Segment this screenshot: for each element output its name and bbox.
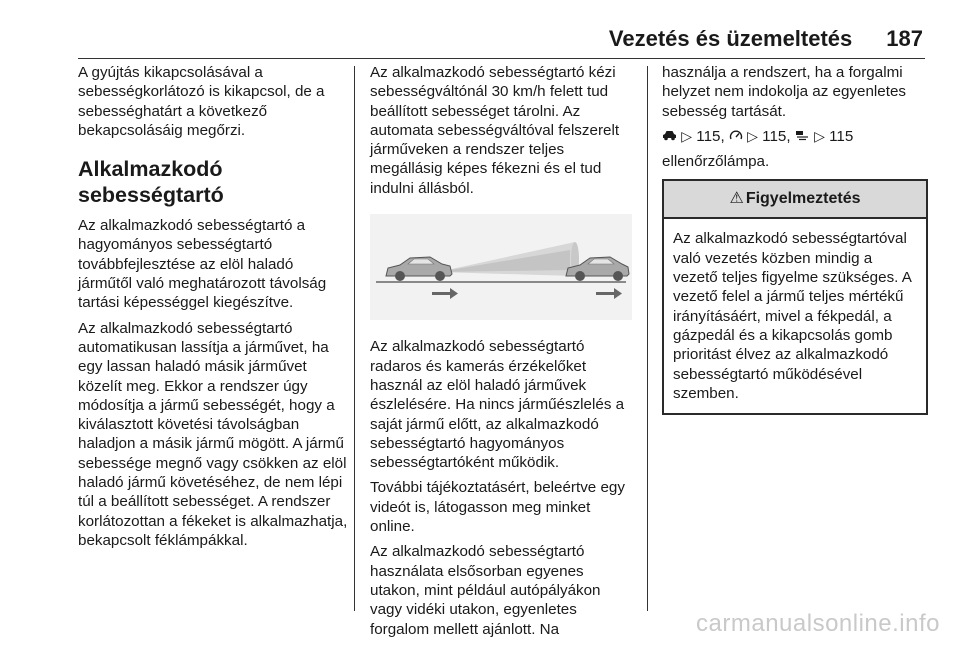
following-distance-icon [795,127,810,146]
warning-header [664,181,926,219]
paragraph: ellenőrzőlámpa. [662,153,770,171]
paragraph: használja a rendszert, ha a forgalmi helyzet nem indokolja az egyenletes sebesség tartását. [662,64,906,120]
watermark: carmanualsonline.info [696,610,940,637]
paragraph: Az alkalmazkodó sebességtartó használata elsősorban egyenes utakon, mint például autópályákon vagy vidéki utakon, egyenletes forgalom mellett ajánlott. Na [370,543,601,638]
page-number: 187 [886,26,923,51]
paragraph: A gyújtás kikapcsolásával a sebességkorlátozó is kikapcsol, de a sebességhatárt a következő bekapcsolásáig megőrzi. [78,64,325,139]
column-3 [662,63,928,415]
warning-triangle-icon: ⚠ [729,190,744,208]
page-reference[interactable]: 115 [829,127,854,145]
header-divider [78,58,925,59]
column-divider-2 [647,66,648,611]
warning-box [662,179,928,415]
paragraph: Az alkalmazkodó sebességtartó automatikusan lassítja a járművet, ha egy lassan haladó másik járművet közelít meg. Ekkor a rendszer úgy módosítja a jármű sebességét, hogy a kiválasztott követési távolságban haladjon a másik jármű mögött. A jármű sebessége megnő vagy csökken az elöl haladó jármű követéséhez, de nem lépi túl a beállított sebességet. A rendszer korlátozottan a fékeket is alkalmazhatja, bekapcsolt féklámpákkal. [78,319,348,549]
cruise-control-icon [729,127,743,146]
page-header [0,26,923,56]
page-reference[interactable]: 115, [696,127,725,145]
reference-arrow-icon: ▷ [681,127,693,144]
warning-text: Az alkalmazkodó sebességtartóval való vezetés közben mindig a vezető teljes figyelme szükséges. A vezető felel a jármű teljes mértékű irányításáért, mivel a fékpedál, a gázpedál és a kikapcsolás gomb prioritást élvez az alkalmazkodó sebességtartó működésével szemben. [673,230,912,402]
paragraph: Az alkalmazkodó sebességtartó radaros és kamerás érzékelőket használ az elöl haladó járművek észlelésére. Ha nincs járműészlelés a saját jármű előtt, az alkalmazkodó sebességtartó hagyományos sebességtartóként működik. [370,338,625,472]
page-reference[interactable]: 115, [762,127,791,145]
warning-title: Figyelmeztetés [745,190,861,208]
section-heading: Alkalmazkodó sebességtartó [78,157,224,208]
car-icon [662,127,677,146]
indicator-references [662,127,928,146]
paragraph: Az alkalmazkodó sebességtartó a hagyományos sebességtartó továbbfejlesztése az elöl haladó járműtől való meghatározott távolság tartási képességgel kiegészítve. [78,217,327,312]
adaptive-cruise-illustration [370,214,632,320]
reference-arrow-icon: ▷ [747,127,758,144]
column-1 [78,63,350,556]
reference-arrow-icon: ▷ [814,127,825,144]
paragraph: Az alkalmazkodó sebességtartó kézi sebességváltónál 30 km/h felett tud beállított sebességet tárolni. Az automata sebességváltóval felszerelt járműveken a rendszer teljes megállásig képes fékezni és el tud indulni állásból. [370,64,620,197]
section-title: Vezetés és üzemeltetés [608,26,853,51]
column-divider-1 [354,66,355,611]
paragraph: További tájékoztatásért, beleértve egy videót is, látogasson meg minket online. [370,479,625,536]
column-2 [370,63,636,645]
